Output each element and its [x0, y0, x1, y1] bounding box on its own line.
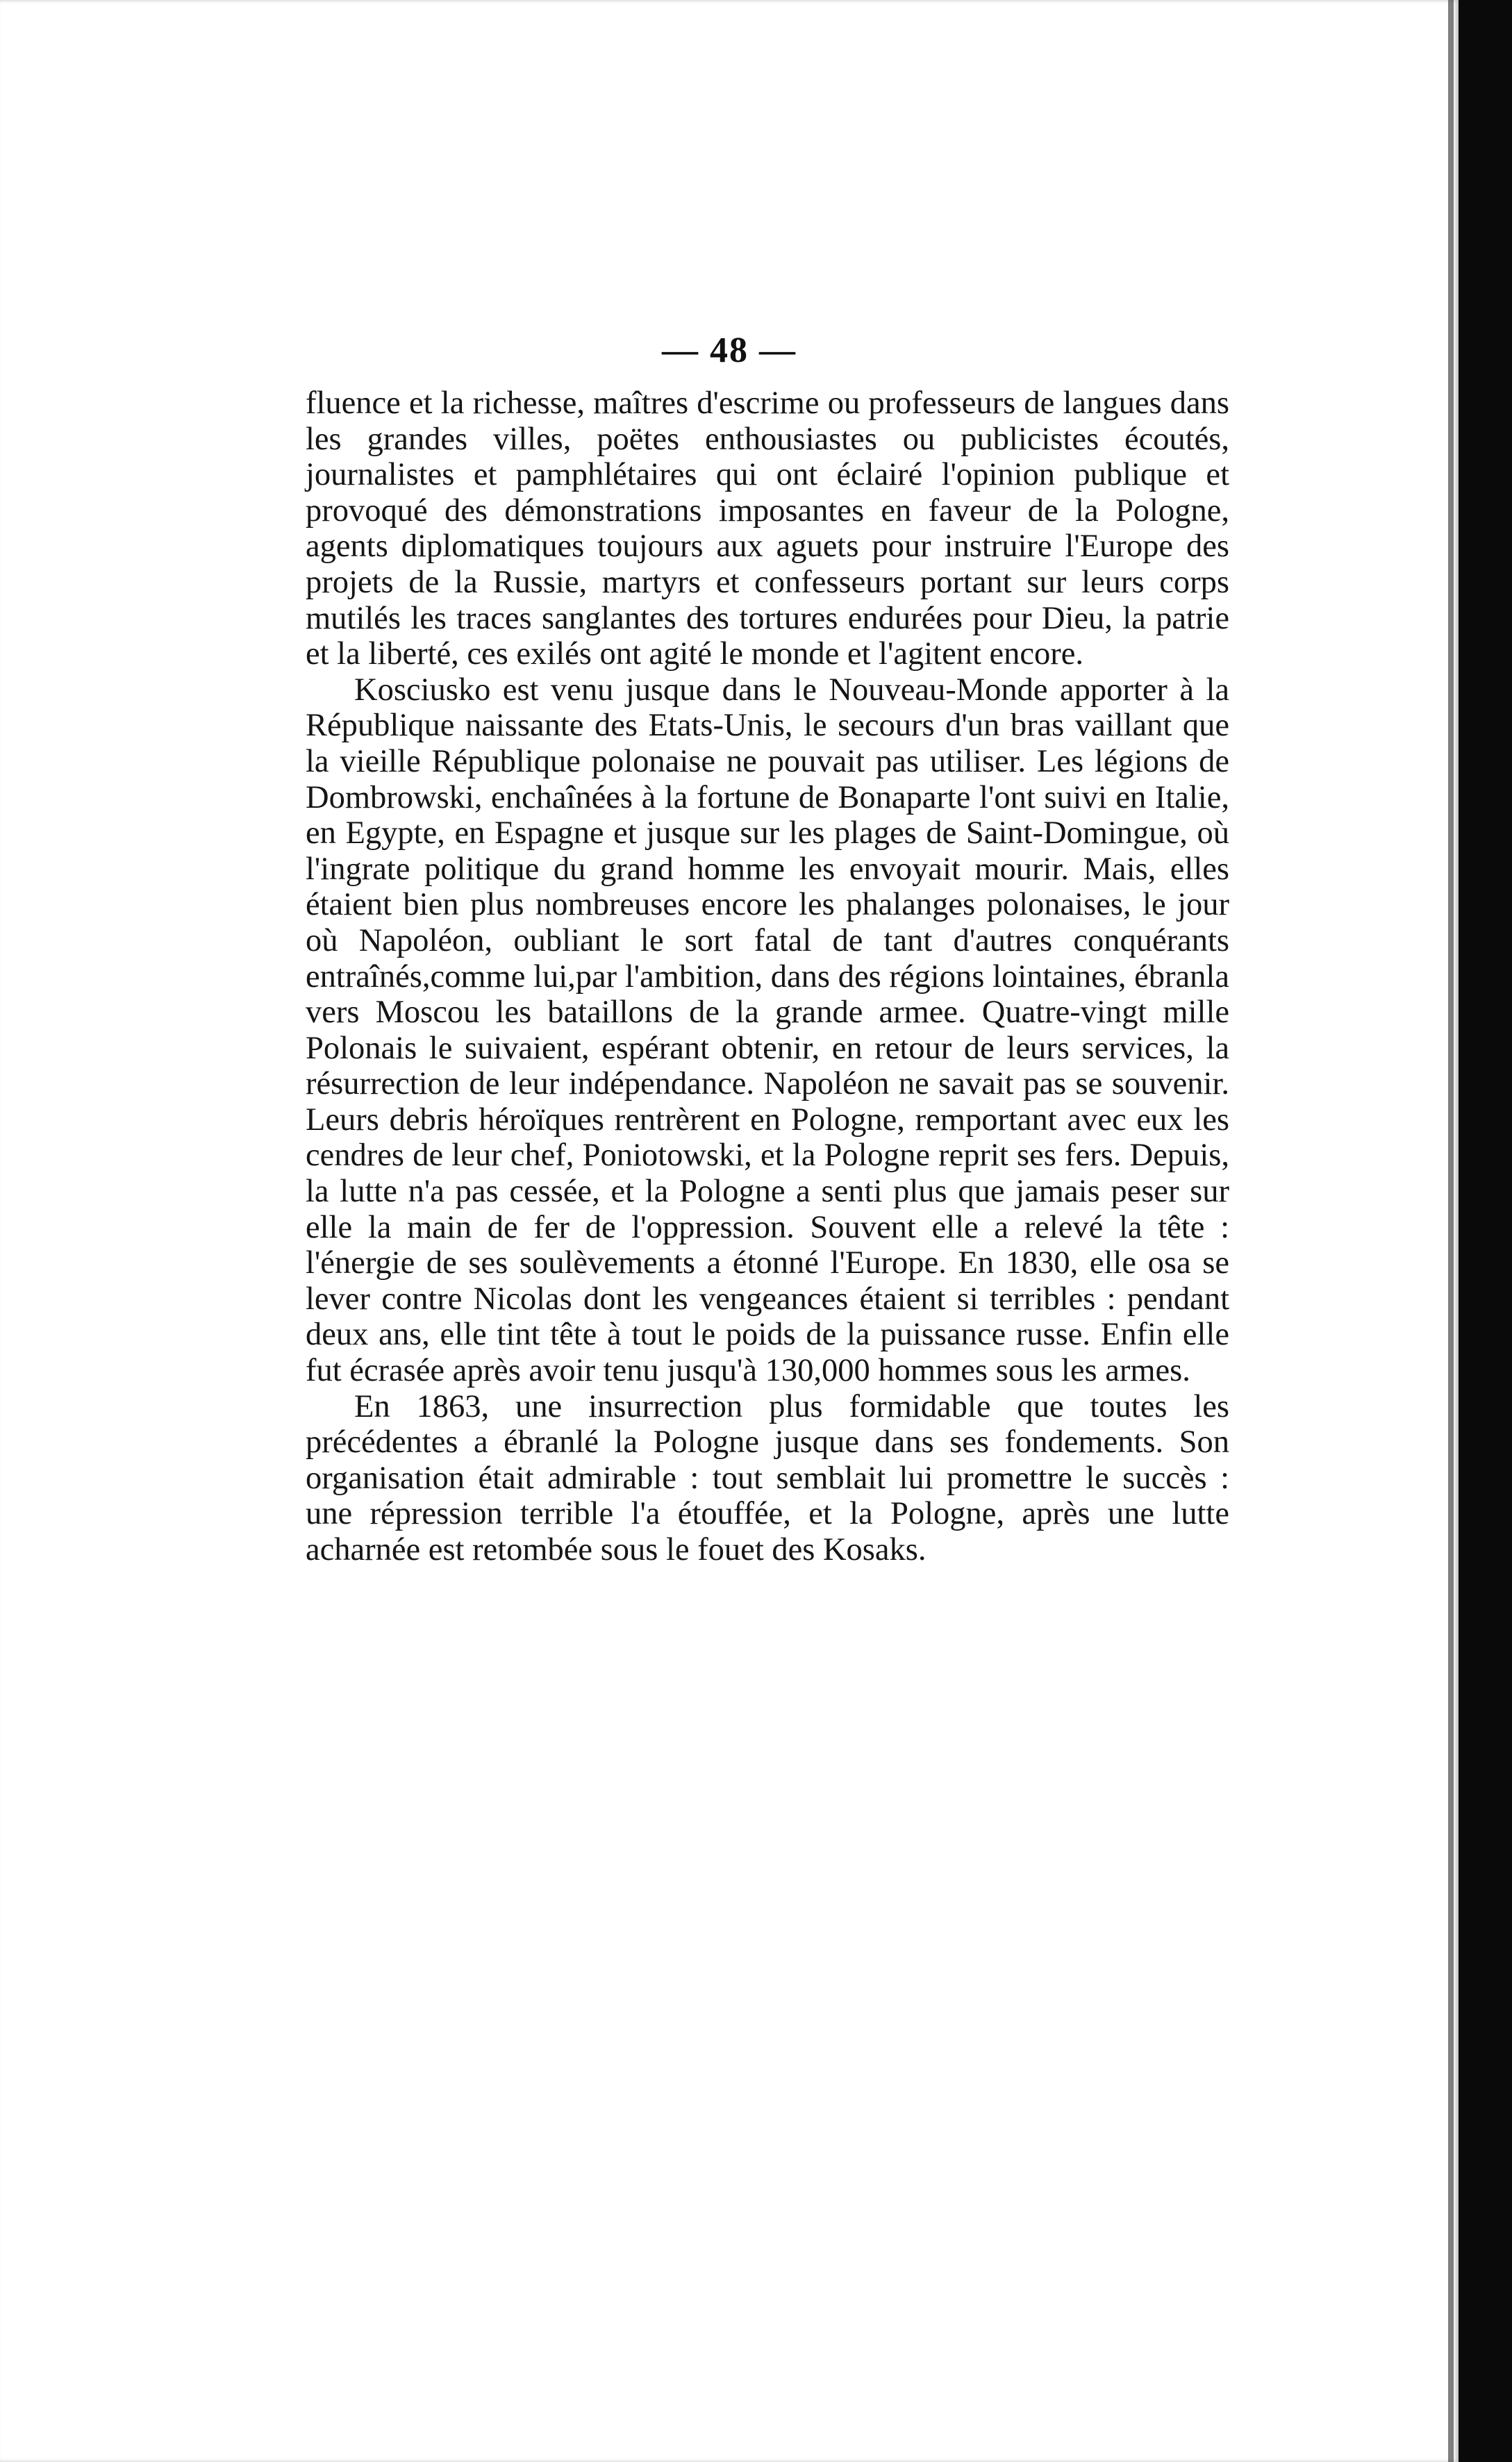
paragraph-1: fluence et la richesse, maîtres d'escrime ou professeurs de langues dans les grandes villes, poëtes enthousiastes ou publicistes écoutés, journalistes et pamphlétaires qui ont éclairé l'opinion publique et provoqué des démonstrations imposantes en faveur de la Pologne, agents diplomatiques toujours aux aguets pour instruire l'Europe des projets de la Russie, martyrs et confesseurs portant sur leurs corps mutilés les traces sanglantes des tortures endurées pour Dieu, la patrie et la liberté, ces exilés ont agité le monde et l'agitent encore.: [306, 385, 1229, 672]
page-edge-shadow: [1448, 0, 1454, 2462]
paragraph-3: En 1863, une insurrection plus formidable que toutes les précédentes a ébranlé la Pologne jusque dans ses fondements. Son organisation était admirable : tout semblait lui promettre le succès : une répression terrible l'a étouffée, et la Pologne, après une lutte acharnée est retombée sous le fouet des Kosaks.: [306, 1388, 1229, 1567]
scan-background: [1459, 0, 1512, 2462]
body-text: [306, 385, 1229, 1568]
paragraph-2: Kosciusko est venu jusque dans le Nouveau-Monde apporter à la République naissante des Etats-Unis, le secours d'un bras vaillant que la vieille République polonaise ne pouvait pas utiliser. Les légions de Dombrowski, enchaînées à la fortune de Bonaparte l'ont suivi en Italie, en Egypte, en Espagne et jusque sur les plages de Saint-Domingue, où l'ingrate politique du grand homme les envoyait mourir. Mais, elles étaient bien plus nombreuses encore les phalanges polonaises, le jour où Napoléon, oubliant le sort fatal de tant d'autres conquérants entraînés,comme lui,par l'ambition, dans des régions lointaines, ébranla vers Moscou les bataillons de la grande armee. Quatre-vingt mille Polonais le suivaient, espérant obtenir, en retour de leurs services, la résurrection de leur indépendance. Napoléon ne savait pas se souvenir. Leurs debris héroïques rentrèrent en Pologne, remportant avec eux les cendres de leur chef, Poniotowski, et la Pologne reprit ses fers. Depuis, la lutte n'a pas cessée, et la Pologne a senti plus que jamais peser sur elle la main de fer de l'oppression. Souvent elle a relevé la tête : l'énergie de ses soulèvements a étonné l'Europe. En 1830, elle osa se lever contre Nicolas dont les vengeances étaient si terribles : pendant deux ans, elle tint tête à tout le poids de la puissance russe. Enfin elle fut écrasée après avoir tenu jusqu'à 130,000 hommes sous les armes.: [306, 672, 1229, 1389]
page-number: — 48 —: [662, 331, 797, 370]
